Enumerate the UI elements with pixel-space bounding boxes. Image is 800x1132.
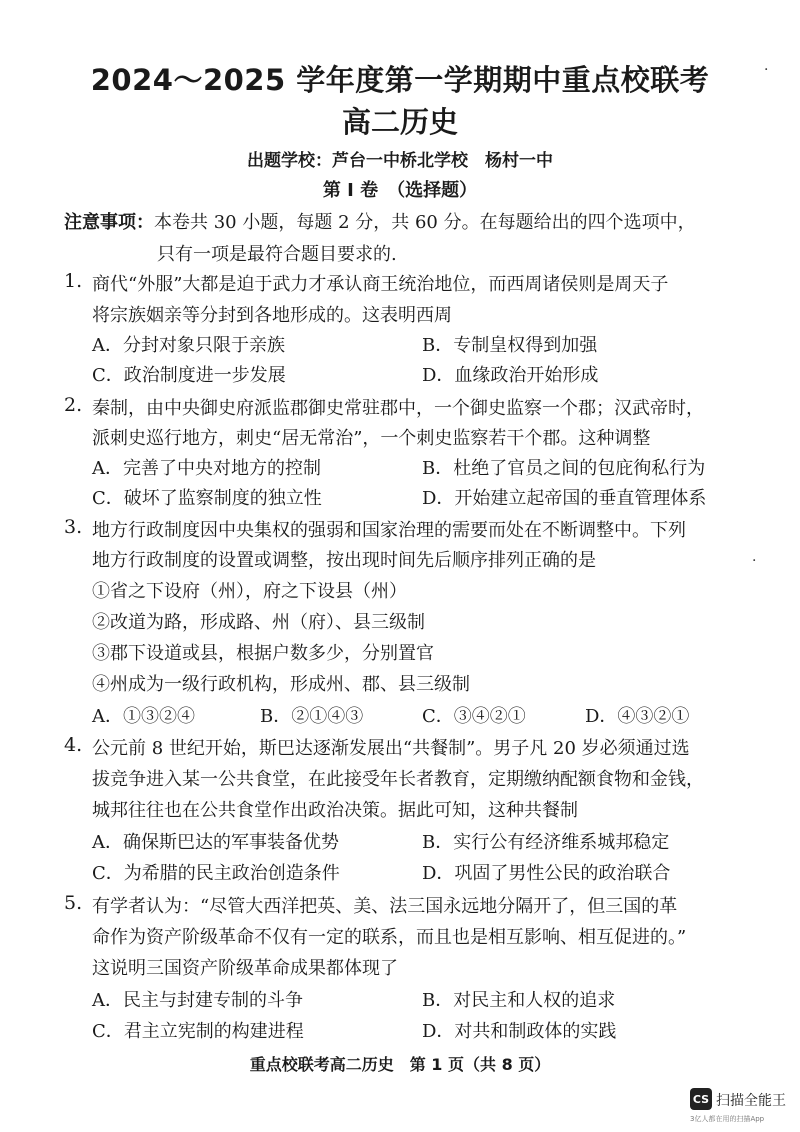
question-3-item-3: ③郡下设道或县，根据户数多少，分别置官 [92,643,434,664]
question-4-line-2: 拔竞争进入某一公共食堂，在此接受年长者教育，定期缴纳配额食物和金钱， [92,769,704,790]
question-2-number: 2. [64,394,83,416]
question-5-option-d: D．对共和制政体的实践 [422,1021,617,1042]
exam-title: 2024～2025 学年度第一学期期中重点校联考 [90,63,710,97]
question-5-line-2: 命作为资产阶级革命不仅有一定的联系，而且也是相互影响、相互促进的。” [92,927,687,948]
page-footer: 重点校联考高二历史 第 1 页（共 8 页） [249,1055,551,1072]
question-4-option-d: D．巩固了男性公民的政治联合 [422,863,671,884]
notice [64,208,696,234]
scan-speck: · [764,62,769,78]
question-3-line-2: 地方行政制度的设置或调整，按出现时间先后顺序排列正确的是 [92,550,596,571]
question-2-option-d: D．开始建立起帝国的垂直管理体系 [422,488,707,509]
question-3-number: 3. [64,516,83,538]
setter-schools: 出题学校：芦台一中桥北学校 杨村一中 [247,151,553,171]
question-1-number: 1. [64,270,83,292]
question-2-line-1: 秦制，由中央御史府派监郡御史常驻郡中，一个御史监察一个郡；汉武帝时， [92,398,704,419]
question-1-line-1: 商代“外服”大都是迫于武力才承认商王统治地位，而西周诸侯则是周天子 [92,274,669,295]
question-5-line-1: 有学者认为：“尽管大西洋把英、美、法三国永远地分隔开了，但三国的革 [92,896,678,917]
question-3-item-1: ①省之下设府（州），府之下设县（州） [92,581,407,602]
question-4-option-a: A．确保斯巴达的军事装备优势 [92,832,339,853]
question-5-line-3: 这说明三国资产阶级革命成果都体现了 [92,958,398,979]
question-2-option-a: A．完善了中央对地方的控制 [92,458,321,479]
notice-line-1: 本卷共 30 小题，每题 2 分，共 60 分。在每题给出的四个选项中， [154,212,696,233]
question-5-option-a: A．民主与封建专制的斗争 [92,990,303,1011]
question-1-option-d: D．血缘政治开始形成 [422,365,599,386]
question-2-line-2: 派刺史巡行地方，刺史“居无常治”，一个刺史监察若干个郡。这种调整 [92,428,651,449]
question-5-option-c: C．君主立宪制的构建进程 [92,1021,304,1042]
scanner-tagline: 3亿人都在用的扫描App [690,1115,765,1123]
question-3-item-2: ②改道为路，形成路、州（府）、县三级制 [92,612,425,633]
question-3-line-1: 地方行政制度因中央集权的强弱和国家治理的需要而处在不断调整中。下列 [92,520,686,541]
question-1-option-c: C．政治制度进一步发展 [92,365,286,386]
question-3-option-b: B．②①④③ [260,706,364,727]
question-4-option-b: B．实行公有经济维系城邦稳定 [422,832,670,853]
question-4-line-3: 城邦往往也在公共食堂作出政治决策。据此可知，这种共餐制 [92,800,578,821]
section-title: 第 Ⅰ 卷 （选择题） [322,180,478,201]
notice-label: 注意事项： [64,212,154,233]
question-3-item-4: ④州成为一级行政机构，形成州、郡、县三级制 [92,674,470,695]
question-3-option-d: D．④③②① [585,706,690,727]
question-5-option-b: B．对民主和人权的追求 [422,990,616,1011]
scanner-app-name: 扫描全能王 [716,1093,786,1109]
question-2-option-b: B．杜绝了官员之间的包庇徇私行为 [422,458,706,479]
question-3-option-a: A．①③②④ [92,706,195,727]
question-4-option-c: C．为希腊的民主政治创造条件 [92,863,340,884]
question-3-option-c: C．③④②① [422,706,526,727]
camscanner-logo-icon: CS [690,1088,712,1110]
question-4-number: 4. [64,734,83,756]
question-5-number: 5. [64,892,83,914]
question-1-line-2: 将宗族姻亲等分封到各地形成的。这表明西周 [92,305,452,326]
question-1-option-b: B．专制皇权得到加强 [422,335,598,356]
scan-dot: · [752,553,757,569]
question-4-line-1: 公元前 8 世纪开始，斯巴达逐渐发展出“共餐制”。男子凡 20 岁必须通过选 [92,738,690,759]
question-1-option-a: A．分封对象只限于亲族 [92,335,285,356]
subject-title: 高二历史 [341,105,458,139]
question-2-option-c: C．破坏了监察制度的独立性 [92,488,322,509]
notice-line-2: 只有一项是最符合题目要求的. [157,244,397,265]
scanner-watermark [690,1088,790,1128]
